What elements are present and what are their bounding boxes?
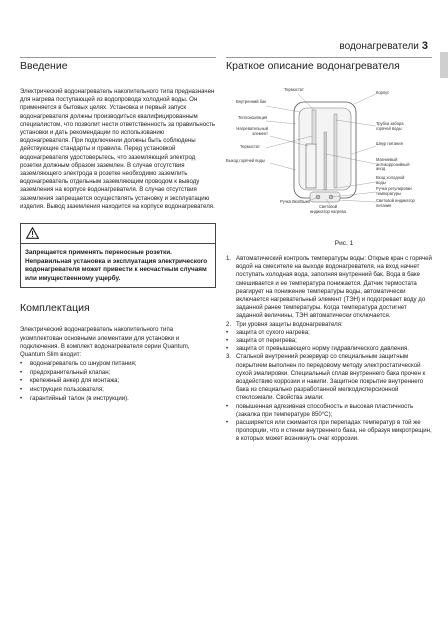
- label-power-indicator: Световой индикатор питания: [376, 198, 415, 208]
- warning-triangle-icon: [26, 227, 39, 239]
- complect-title: Комплектация: [20, 302, 90, 315]
- list-item: • расширяется или сжимается при перепадах температур в той же пропорции, что и стенки внутреннего бака, не образуя микротрещин, в которых может возникнуть очаг коррозии.: [226, 419, 432, 444]
- protection-list: [226, 329, 432, 354]
- list-item: • защита от перегрева;: [226, 337, 432, 345]
- item-text: Стальной внутренний резервуар со специальным защитным покрытием выполнен по передовому методу электростатической сухой эмалировки. Специальный сплав внутреннего бака прочен к воздействию коррозии и накипи. Защитное покрытие внутреннего бака из специально разработанной мелкодисперсионной стеклоэмали. Свойства эмали:: [236, 353, 426, 402]
- warning-box: [20, 223, 216, 288]
- label-cold-inlet: Вход холодной воды: [376, 175, 405, 185]
- left-title-rule: [20, 57, 216, 58]
- list-item: [226, 353, 432, 402]
- item-number: 3.: [226, 353, 232, 361]
- item-number: 2.: [226, 320, 232, 328]
- enamel-list: [226, 403, 432, 444]
- page-header: [339, 40, 428, 52]
- list-item: • водонагреватель со шнуром питания;: [20, 360, 216, 369]
- label-inner-tank: Внутренний бак: [236, 99, 267, 104]
- left-column: [20, 60, 216, 403]
- anode-shape: [324, 132, 327, 190]
- list-item: • защита от сухого нагрева;: [226, 329, 432, 337]
- list-item: [226, 321, 432, 329]
- control-panel-shape: [310, 192, 340, 202]
- label-power-cord: Шнур питания: [376, 141, 403, 146]
- label-hot-water-outlet: Выход горячей воды: [226, 158, 265, 163]
- list-item: • крепежный анкер для монтажа;: [20, 377, 216, 386]
- label-insulation: Теплоизоляция: [238, 115, 268, 120]
- label-heating-element: Нагревательный элемент: [236, 126, 268, 136]
- label-thermostat-top: Термостат: [284, 87, 304, 92]
- complect-list: [20, 360, 216, 403]
- side-tab-marker: [440, 52, 448, 78]
- list-item: • защита от превышающего норму гидравлического давления.: [226, 345, 432, 353]
- label-body: Корпус: [376, 90, 390, 95]
- page-number: 3: [421, 40, 428, 52]
- right-column: [226, 60, 432, 444]
- description-list-cont: [226, 353, 432, 402]
- warning-text: Запрещается применять переносные розетки. Неправильная установка и эксплуатация электрического водонагревателя может привести к несчастным случаям или имущественному ущербу.: [25, 249, 208, 282]
- label-hot-pipe: Трубка забора горячей воды: [376, 121, 404, 131]
- list-item: • предохранительный клапан;: [20, 369, 216, 378]
- header-title: водонагреватели: [339, 41, 419, 52]
- label-thermostat-mid: Термостат: [240, 144, 260, 149]
- right-title-rule: [226, 57, 432, 58]
- list-item: • инструкция пользователя;: [20, 386, 216, 395]
- switch-knob-shape: [316, 195, 320, 199]
- item-text: Автоматический контроль температуры воды: Открыв кран с горячей водой на смесителе на выходе водонагревателя, на вход начнет поступать холодная вода, заполняя внутренний бак. Вода в баке смешивается и ее температура понижается. Датчик термостата реагирует на понижение температуры воды, автоматически включается нагревательный элемент (ТЭН) и подогревает воду до заданной ранее температуры. Когда температура достигнет заданной величины, ТЭН автоматически отключается.: [236, 255, 432, 320]
- description-list: [226, 255, 432, 329]
- intro-text: Электрический водонагреватель накопительного типа предназначен для нагрева поступающей из водопровода холодной воды. Он применяется в бытовых целях. Установка и первый запуск водонагревателя должны производиться квалифицированным специалистом, что позволит нести ответственность за правильность установки и дать рекомендации по использованию водонагревателя. При подключении должны быть соблюдены действующие стандарты и правила. Перед установкой водонагревателя удостоверьтесь, что заземляющий электрод розетки должным образом заземлен. В случае отсутствия заземляющего электрода в розетке необходимо заземлить водонагреватель отдельным заземляющим проводом к выводу заземления на корпусе водонагревателя. В случае отсутствия заземления запрещается осуществлять установку и эксплуатацию изделия. Вывод заземления находится на корпусе водонагревателя.: [20, 88, 216, 210]
- intro-title: Введение: [20, 60, 68, 72]
- thermostat-shape: [312, 110, 316, 144]
- figure-caption: Рис. 1: [334, 240, 354, 247]
- heater-diagram: [226, 84, 432, 234]
- warning-header: [21, 224, 215, 244]
- label-temp-knob: Ручка регулировки температуры: [376, 186, 412, 196]
- list-item: • повышенная адгезивная способность и высокая пластичность (закалка при температуре 850°С);: [226, 403, 432, 419]
- item-number: 1.: [226, 255, 232, 262]
- item-text: Три уровня защиты водонагревателя:: [236, 320, 343, 328]
- label-heating-indicator: Световой индикатор нагрева: [310, 204, 346, 214]
- label-power-switch: Ручка Вкл/Выкл: [280, 199, 311, 204]
- complect-text: Электрический водонагреватель накопительного типа укомплектован основными элементами для установки и подключения. В комплект водонагревателя серии Quantum, Quantum Slim входит:: [20, 326, 190, 359]
- label-magnesium-anode: Магниевый антикоррозийный анод: [376, 157, 410, 172]
- hot-pipe-shape: [334, 114, 337, 188]
- list-item: [226, 255, 432, 321]
- list-item: • гарантийный талон (в инструкции).: [20, 395, 216, 404]
- description-title: Краткое описание водонагревателя: [226, 60, 400, 72]
